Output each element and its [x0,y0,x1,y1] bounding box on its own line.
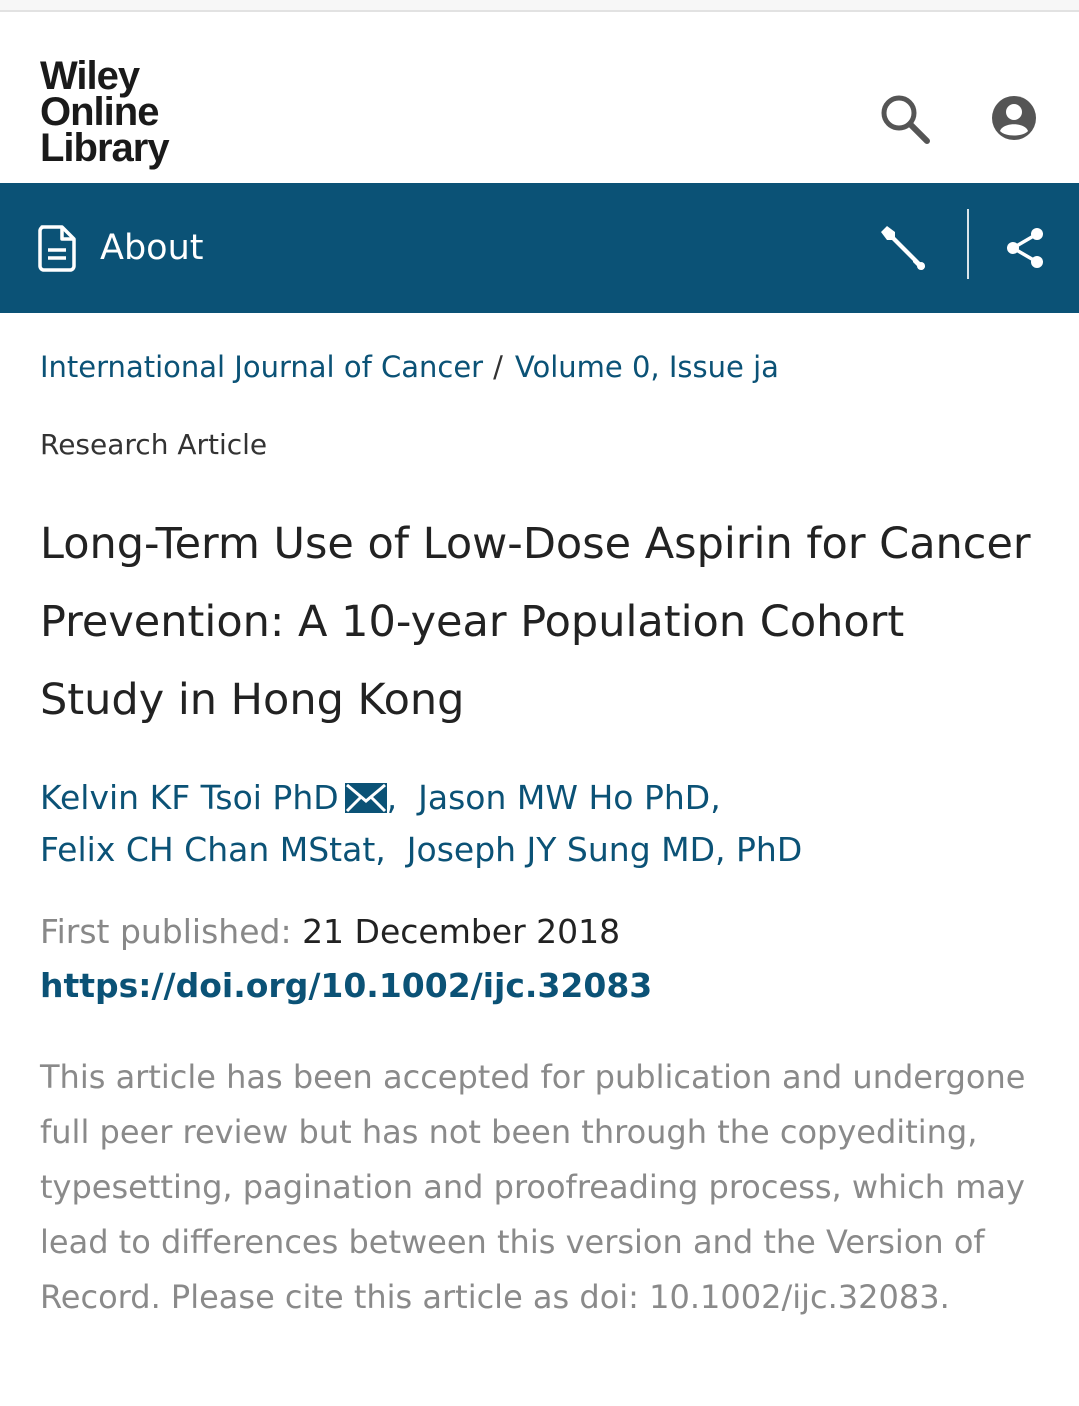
email-icon[interactable] [345,783,387,813]
author-link[interactable]: Joseph JY Sung MD, PhD [406,830,803,869]
first-published-date: 21 December 2018 [302,912,621,951]
author-list [40,772,1040,876]
author-link[interactable]: Kelvin KF Tsoi PhD [40,778,339,817]
share-icon [1003,226,1047,270]
article-title: Long-Term Use of Low-Dose Aspirin for Cancer Prevention: A 10-year Population Cohort Study in Hong Kong [40,519,1031,725]
logo-line-1: Wiley [40,54,140,98]
logo-line-2: Online [40,90,159,134]
breadcrumb-issue-link[interactable]: Volume 0, Issue ja [514,350,779,384]
logo-line-3: Library [40,126,169,170]
breadcrumb-separator: / [493,350,503,384]
breadcrumb [40,350,779,384]
about-button[interactable] [36,219,203,277]
doi-link[interactable]: https://doi.org/10.1002/ijc.32083 [40,966,653,1005]
document-icon [36,224,78,272]
account-icon [991,95,1037,141]
about-label: About [100,228,204,268]
site-header [0,12,1079,183]
author-separator: , [386,778,419,817]
tools-button[interactable] [874,219,932,277]
article-type: Research Article [40,428,268,461]
account-button[interactable] [986,90,1042,146]
author-link[interactable]: Jason MW Ho PhD [418,778,711,817]
publication-date-line [40,912,620,951]
wrench-icon [877,222,929,274]
top-border [0,0,1079,12]
search-icon [877,91,931,145]
accepted-article-notice: This article has been accepted for publication and undergone full peer review but has not been through the copyediting, typesetting, pagination and proofreading process, which may lead to differences between this version and the Version of Record. Please cite this article as doi: 10.1002/ijc.32083. [40,1058,1026,1316]
search-button[interactable] [876,90,932,146]
author-separator: , [375,830,407,869]
wiley-online-library-logo[interactable] [40,54,169,170]
journal-navbar [0,183,1079,313]
author-separator: , [710,778,721,817]
first-published-label: First published: [40,912,292,951]
share-button[interactable] [996,219,1054,277]
author-link[interactable]: Felix CH Chan MStat [40,830,376,869]
navbar-divider [967,209,969,279]
breadcrumb-journal-link[interactable]: International Journal of Cancer [40,350,484,384]
